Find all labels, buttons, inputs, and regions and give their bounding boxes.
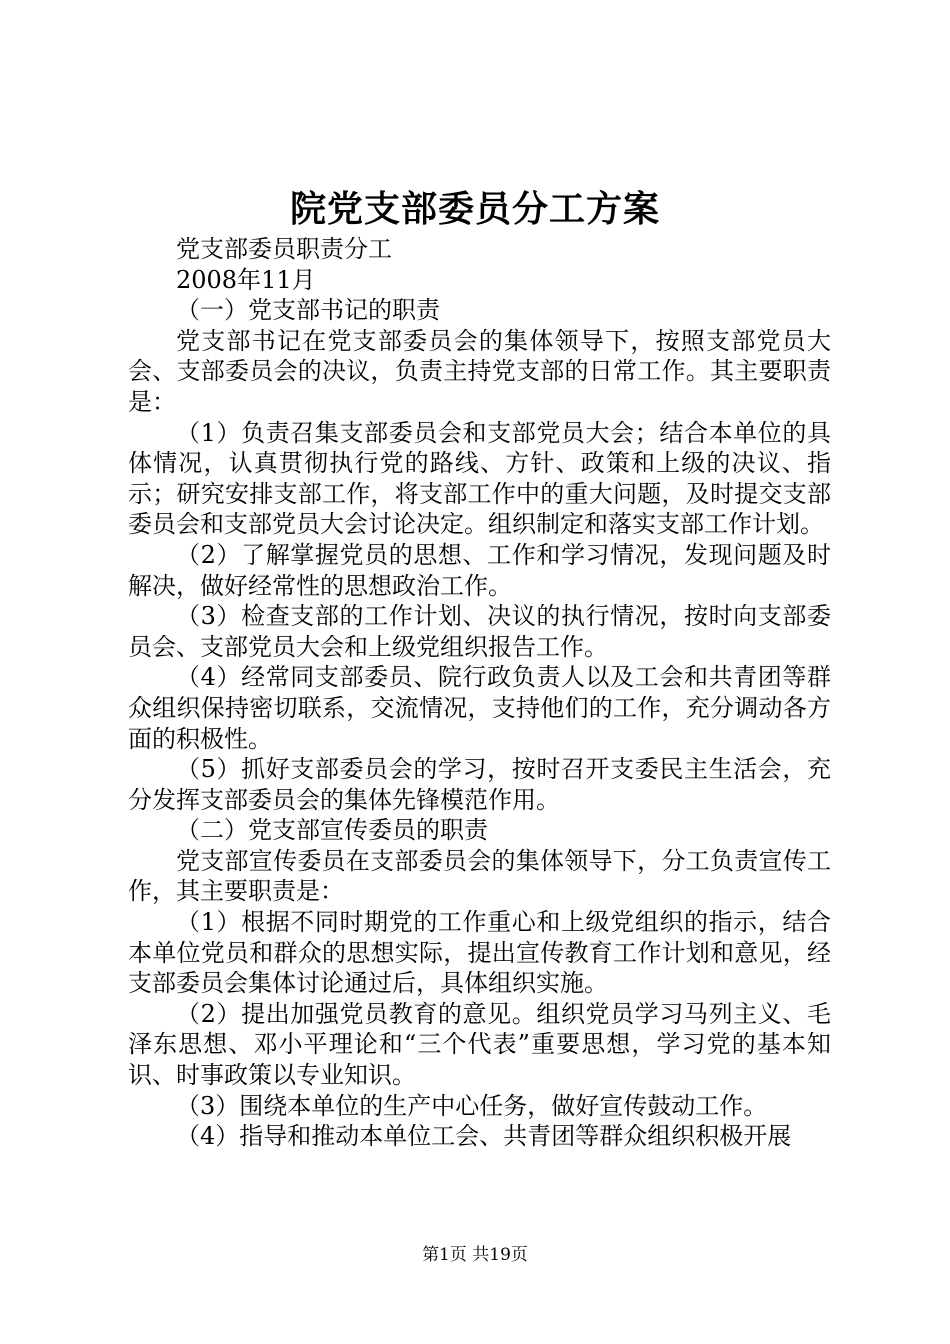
section-heading-secretary: （一）党支部书记的职责	[176, 296, 440, 325]
paragraph: （2）提出加强党员教育的意见。组织党员学习马列主义、毛泽东思想、邓小平理论和“三个代表”重要思想，学习党的基本知识、时事政策以专业知识。	[128, 999, 831, 1090]
paragraph: （3）检查支部的工作计划、决议的执行情况，按时向支部委员会、支部党员大会和上级党组织报告工作。	[128, 602, 831, 661]
document-body	[128, 234, 831, 1152]
paragraph: （4）指导和推动本单位工会、共青团等群众组织积极开展	[176, 1122, 792, 1151]
paragraph: （3）围绕本单位的生产中心任务，做好宣传鼓动工作。	[176, 1091, 768, 1120]
section-heading-propaganda: （二）党支部宣传委员的职责	[176, 816, 488, 845]
paragraph: （1）根据不同时期党的工作重心和上级党组织的指示，结合本单位党员和群众的思想实际，提出宣传教育工作计划和意见，经支部委员会集体讨论通过后，具体组织实施。	[128, 908, 831, 998]
paragraph: 党支部书记在党支部委员会的集体领导下，按照支部党员大会、支部委员会的决议，负责主持党支部的日常工作。其主要职责是：	[128, 326, 831, 416]
page-footer: 第1页 共19页	[422, 1245, 528, 1265]
paragraph: （2）了解掌握党员的思想、工作和学习情况，发现问题及时解决，做好经常性的思想政治工作。	[128, 540, 831, 600]
paragraph-subtitle: 党支部委员职责分工	[176, 235, 392, 263]
paragraph-date: 2008年11月	[176, 265, 316, 294]
paragraph: （5）抓好支部委员会的学习，按时召开支委民主生活会，充分发挥支部委员会的集体先锋模范作用。	[128, 755, 831, 814]
paragraph: （1）负责召集支部委员会和支部党员大会；结合本单位的具体情况，认真贯彻执行党的路线、方针、政策和上级的决议、指示；研究安排支部工作，将支部工作中的重大问题，及时提交支部委员会和支部党员大会讨论决定。组织制定和落实支部工作计划。	[128, 418, 831, 539]
paragraph: 党支部宣传委员在支部委员会的集体领导下，分工负责宣传工作，其主要职责是：	[128, 846, 831, 906]
document-title: 院党支部委员分工方案	[289, 188, 660, 230]
paragraph: （4）经常同支部委员、院行政负责人以及工会和共青团等群众组织保持密切联系，交流情况，支持他们的工作，充分调动各方面的积极性。	[128, 663, 831, 753]
